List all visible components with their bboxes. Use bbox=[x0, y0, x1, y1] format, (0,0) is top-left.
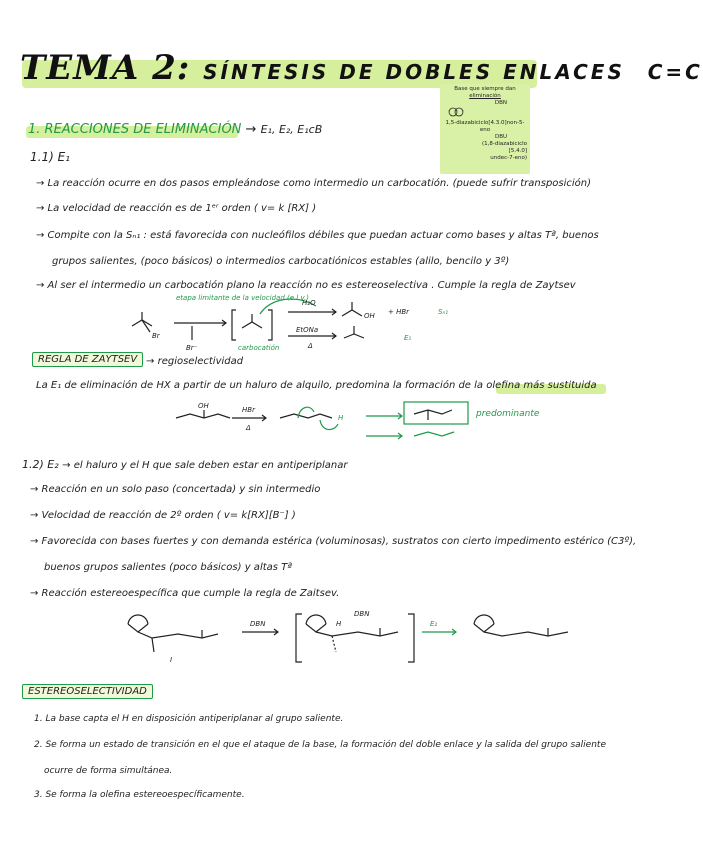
base-label: EtONa bbox=[296, 326, 319, 334]
stereo-item-3: 3. Se forma la olefina estereoespecíficamente. bbox=[34, 790, 245, 800]
carbocation-label: carbocatión bbox=[238, 344, 280, 352]
bromide-label: Br⁻ bbox=[186, 344, 198, 352]
stereo-label: ESTEREOSELECTIVIDAD bbox=[22, 684, 153, 699]
oh-label: OH bbox=[364, 312, 375, 320]
stereo-item-2: 2. Se forma un estado de transición en el que el ataque de la base, la formación del doble enlace y la salida del grupo saliente bbox=[34, 740, 606, 750]
water-label: H₂O bbox=[302, 299, 316, 307]
dbn-dbu-note: Base que siempre dan eliminación DBN 1,5-diazabiciclo[4.3.0]non-5-eno DBU (1,8-diazabiciclo [5.4.0] undec-7-eno) bbox=[440, 84, 530, 174]
e1-label: E₁ bbox=[404, 334, 412, 342]
ts-h-label: H bbox=[336, 620, 342, 628]
zaytsev-oh-label: OH bbox=[198, 402, 209, 410]
e2-bullet-2: → Velocidad de reacción de 2º orden ( v= k[RX][B⁻] ) bbox=[30, 510, 296, 521]
cation-chain bbox=[280, 414, 332, 418]
zaytsev-label: REGLA DE ZAYTSEV bbox=[32, 352, 143, 367]
leaving-group-label: Br bbox=[152, 332, 160, 340]
alcohol-chain bbox=[176, 414, 230, 418]
hbr-label: + HBr bbox=[388, 308, 410, 316]
e2-reaction-scheme bbox=[118, 604, 578, 666]
e1-heading: 1.1) E₁ bbox=[30, 150, 70, 164]
sn1-label: Sₙ₁ bbox=[438, 308, 449, 316]
zaytsev-h-label: H bbox=[338, 414, 344, 422]
dbn-structure-icon bbox=[447, 107, 467, 117]
ts-base-label: DBN bbox=[354, 610, 370, 618]
e2-reagent: DBN bbox=[250, 620, 266, 628]
major-product-label: predominante bbox=[476, 409, 540, 419]
zaytsev-scheme bbox=[170, 396, 570, 448]
e2-label: E₂ bbox=[430, 620, 438, 628]
zaytsev-reagent: HBr bbox=[242, 406, 255, 414]
section1-heading: 1. REACCIONES DE ELIMINACIÓN → E₁, E₂, E₁cB bbox=[28, 122, 323, 137]
stereo-item-1: 1. La base capta el H en disposición antiperiplanar al grupo saliente. bbox=[34, 714, 344, 724]
zaytsev-text: La E₁ de eliminación de HX a partir de un haluro de alquilo, predomina la formación de la olefina más sustituida bbox=[36, 380, 597, 391]
step-label: etapa limitante de la velocidad (e.l.v.) bbox=[176, 294, 309, 302]
ring-substrate bbox=[128, 615, 148, 624]
heat-label: Δ bbox=[308, 342, 313, 350]
major-product-box bbox=[404, 402, 468, 424]
stereo-item-2-cont: ocurre de forma simultánea. bbox=[44, 766, 173, 776]
e1-bullet-3: → Compite con la Sₙ₁ : está favorecida con nucleófilos débiles que puedan actuar como bases y altas Tª, buenos bbox=[36, 230, 599, 241]
e1-reaction-scheme bbox=[120, 292, 480, 354]
e2-bullet-3: → Favorecida con bases fuertes y con demanda estérica (voluminosas), sustratos con cierto impedimento estérico (C3º), bbox=[30, 536, 637, 547]
e1-bullet-4: → Al ser el intermedio un carbocatión plano la reacción no es estereoselectiva . Cumple la regla de Zaytsev bbox=[36, 280, 576, 291]
zaytsev-result: → regioselectividad bbox=[146, 356, 244, 367]
e2-heading-line: 1.2) E₂ → el haluro y el H que sale deben estar en antiperiplanar bbox=[22, 458, 348, 471]
e1-bullet-1: → La reacción ocurre en dos pasos empleándose como intermedio un carbocatión. (puede sufrir transposición) bbox=[36, 178, 592, 189]
ts-bracket-right bbox=[408, 614, 414, 662]
zaytsev-heat: Δ bbox=[246, 424, 251, 432]
e2-bullet-4: → Reacción estereoespecífica que cumple la regla de Zaitsev. bbox=[30, 588, 340, 599]
e1-bullet-2: → La velocidad de reacción es de 1ᵉʳ orden ( v= k [RX] ) bbox=[36, 203, 317, 214]
iodide-label: I bbox=[170, 656, 173, 664]
ts-bracket-left bbox=[296, 614, 302, 662]
page-title: TEMA 2: SÍNTESIS DE DOBLES ENLACES C=C bbox=[20, 48, 703, 88]
e2-bullet-3-cont: buenos grupos salientes (poco básicos) y altas Tª bbox=[44, 562, 292, 573]
e1-bullet-3-cont: grupos salientes, (poco básicos) o intermedios carbocatiónicos estables (alilo, bencilo y 3º) bbox=[52, 256, 510, 267]
e2-bullet-1: → Reacción en un solo paso (concertada) y sin intermedio bbox=[30, 484, 321, 495]
